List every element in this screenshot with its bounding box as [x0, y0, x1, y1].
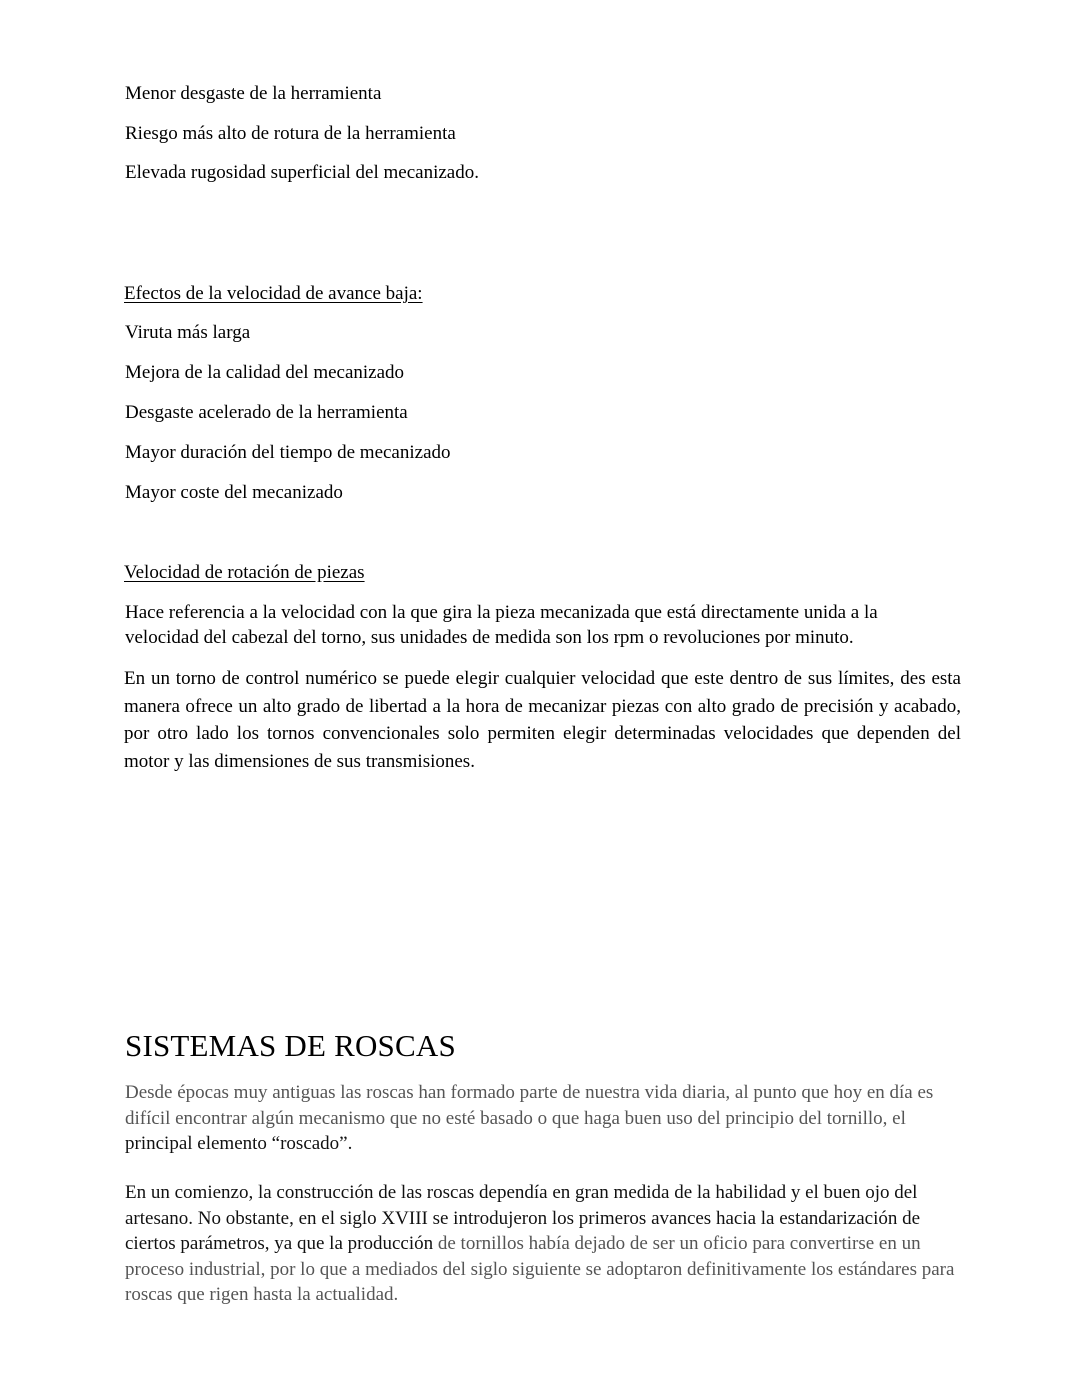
list-item: Menor desgaste de la herramienta	[125, 83, 382, 104]
list-item: Mejora de la calidad del mecanizado	[125, 362, 405, 383]
list-item: Viruta más larga	[125, 322, 251, 343]
rotation-heading: Velocidad de rotación de piezas	[124, 562, 365, 583]
rotation-paragraph-2: En un torno de control numérico se puede elegir cualquier velocidad que este dentro de sus límites, des esta manera ofrece un alto grado de libertad a la hora de mecanizar piezas con alto grado de precisión y acabado, por otro lado los tornos convencionales solo permiten elegir determinadas velocidades que dependen del motor y las dimensiones de sus transmisiones.	[124, 668, 961, 772]
list-item: Riesgo más alto de rotura de la herramienta	[125, 123, 456, 144]
threads-paragraph-1	[125, 1080, 955, 1157]
section-title: SISTEMAS DE ROSCAS	[125, 1028, 456, 1063]
list-item: Mayor coste del mecanizado	[125, 482, 343, 503]
threads-paragraph-2-dark: En un comienzo, la construcción de las roscas dependía en gran medida de la habilidad y el buen ojo del artesano. No obstante, en el siglo XVIII se introdujeron los primeros avances hacia la estandarización de ciertos parámetros, ya que la producción	[125, 1182, 921, 1254]
rotation-paragraph-1: Hace referencia a la velocidad con la que gira la pieza mecanizada que está directamente unida a la velocidad del cabezal del torno, sus unidades de medida son los rpm o revoluciones por minuto.	[125, 602, 878, 648]
threads-paragraph-1-dark: principal elemento “roscado”.	[125, 1133, 353, 1154]
threads-paragraph-2	[125, 1180, 955, 1308]
low-feed-heading: Efectos de la velocidad de avance baja:	[124, 283, 423, 304]
list-item: Mayor duración del tiempo de mecanizado	[125, 442, 451, 463]
list-item: Elevada rugosidad superficial del mecanizado.	[125, 162, 479, 183]
threads-paragraph-1-gray: Desde épocas muy antiguas las roscas han formado parte de nuestra vida diaria, al punto que hoy en día es difícil encontrar algún mecanismo que no esté basado o que haga buen uso del principio del tornillo, el	[125, 1082, 934, 1129]
list-item: Desgaste acelerado de la herramienta	[125, 402, 408, 423]
threads-paragraph-2-gray: de tornillos había dejado de ser un oficio para convertirse en un proceso industrial, por lo que a mediados del siglo siguiente se adoptaron definitivamente los estándares para roscas que rigen hasta la actualidad.	[125, 1233, 955, 1305]
